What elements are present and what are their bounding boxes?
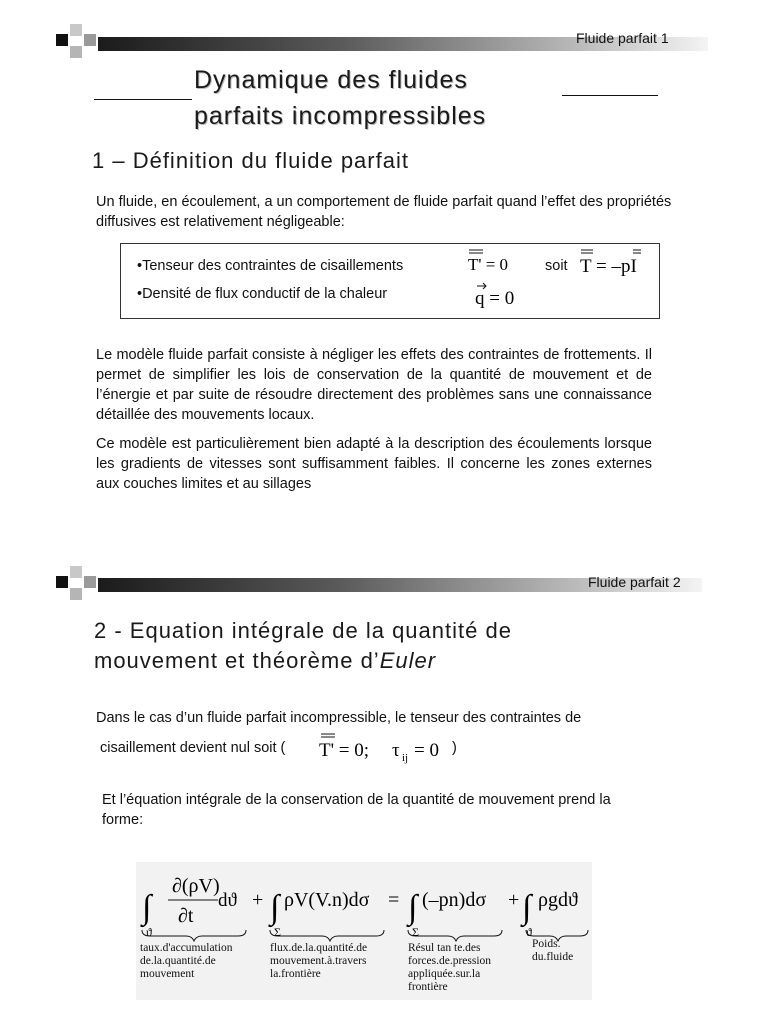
eq-inline-t: T' = 0; xyxy=(319,740,370,761)
label-line: taux.d'accumulation xyxy=(140,942,233,954)
title-rule-right xyxy=(562,95,658,96)
section-heading: 1 – Définition du fluide parfait xyxy=(92,148,409,173)
para-shear-line2: cisaillement devient nul soit ( xyxy=(100,740,286,756)
domain-surf-2: Σ xyxy=(274,925,281,939)
slide-2 xyxy=(0,548,768,1024)
integral-1: ∫ xyxy=(142,889,152,926)
term4: ρgdϑ xyxy=(538,889,578,911)
equation-inline-zero-shear xyxy=(316,730,456,764)
para-shear-line1: Dans le cas d’un fluide parfait incompressible, le tenseur des contraintes de xyxy=(96,710,582,726)
heading-euler: Euler xyxy=(379,648,437,673)
box-item-heat-flux: •Densité de flux conductif de la chaleur xyxy=(137,286,388,302)
label-line: frontière xyxy=(408,981,448,993)
heading-text: mouvement et théorème d’ xyxy=(94,648,380,673)
underbrace-2 xyxy=(270,930,384,941)
label-flux xyxy=(270,942,367,981)
domain-vol-4: ϑ xyxy=(526,925,532,939)
label-line: la.frontière xyxy=(270,968,321,980)
equals: = xyxy=(388,889,400,911)
underbrace-1 xyxy=(142,930,246,941)
eq-heat-text: q = 0 xyxy=(475,288,515,309)
label-weight xyxy=(532,938,573,964)
label-line: Poids. xyxy=(532,938,561,950)
eq-pressure-text: T = –pI xyxy=(580,256,637,277)
label-accumulation xyxy=(140,942,232,981)
label-pressure-forces xyxy=(408,942,491,994)
model-paragraph-2: Ce modèle est particulièrement bien adapté à la description des écoulements lorsque les gradients de vitesses sont suffisamment faibles. Il concerne les zones externes aux couches limites et au sillages xyxy=(96,436,652,492)
equation-shear-tensor-zero xyxy=(465,246,525,276)
label-line: mouvement.à.travers xyxy=(270,955,367,967)
slide-title-line2: parfaits incompressibles xyxy=(194,102,487,130)
slide-header-label: Fluide parfait 2 xyxy=(588,574,681,590)
intro-paragraph: Un fluide, en écoulement, a un comportement de fluide parfait quand l’effet des propriétés diffusives est relativement négligeable: xyxy=(96,194,672,230)
euler-equation-svg xyxy=(136,862,592,942)
term1-numerator: ∂(ρV) xyxy=(172,875,220,897)
eq-shear-text: T' = 0 xyxy=(468,255,509,274)
equation-pressure-tensor xyxy=(577,246,653,278)
integral-3: ∫ xyxy=(408,889,418,926)
label-line: du.fluide xyxy=(532,951,574,963)
term1-d: dϑ xyxy=(218,890,237,911)
domain-vol-1: ϑ xyxy=(146,925,152,939)
box-item-stress-tensor: •Tenseur des contraintes de cisaillements xyxy=(137,258,404,274)
section-heading-line2 xyxy=(94,648,436,674)
integral-2: ∫ xyxy=(270,889,280,926)
box-soit-label: soit xyxy=(545,258,568,274)
label-line: mouvement xyxy=(140,968,195,980)
term1-denominator: ∂t xyxy=(178,905,194,927)
model-paragraph-1: Le modèle fluide parfait consiste à négliger les effets des contraintes de frottements. Il permet de simplifier les lois de conservation de la quantité de mouvement et de l’énergie et par suite de résoudre directement des problèmes sans une connaissance détaillée des mouvements locaux. xyxy=(96,347,652,423)
para-shear-close: ) xyxy=(452,740,457,756)
label-line: Résul tan te.des xyxy=(408,942,481,954)
underbrace-3 xyxy=(408,930,502,941)
label-line: forces.de.pression xyxy=(408,955,492,967)
label-line: appliquée.sur.la xyxy=(408,968,481,980)
slide-header-label: Fluide parfait 1 xyxy=(576,30,669,46)
equation-heat-flux-zero xyxy=(471,280,531,312)
plus-2: + xyxy=(508,889,520,911)
eq-inline-tau: τ xyxy=(392,740,400,761)
plus-1: + xyxy=(252,889,264,911)
title-rule-left xyxy=(94,99,192,100)
definition-box xyxy=(120,243,660,319)
para-integral-form: Et l’équation intégrale de la conservation de la quantité de mouvement prend la forme: xyxy=(102,792,611,828)
domain-surf-3: Σ xyxy=(412,925,419,939)
label-line: de.la.quantité.de xyxy=(140,955,216,967)
term2: ρV(V.n)dσ xyxy=(284,889,370,911)
slide-title-line1: Dynamique des fluides xyxy=(194,66,468,94)
eq-inline-sub: ij xyxy=(402,752,409,764)
label-line: flux.de.la.quantité.de xyxy=(270,942,368,954)
integral-4: ∫ xyxy=(522,889,532,926)
term3: (–pn)dσ xyxy=(422,889,487,911)
section-heading-line1: 2 - Equation intégrale de la quantité de xyxy=(94,618,512,643)
eq-inline-rhs: = 0 xyxy=(414,740,439,761)
euler-equation-figure xyxy=(136,862,592,1000)
